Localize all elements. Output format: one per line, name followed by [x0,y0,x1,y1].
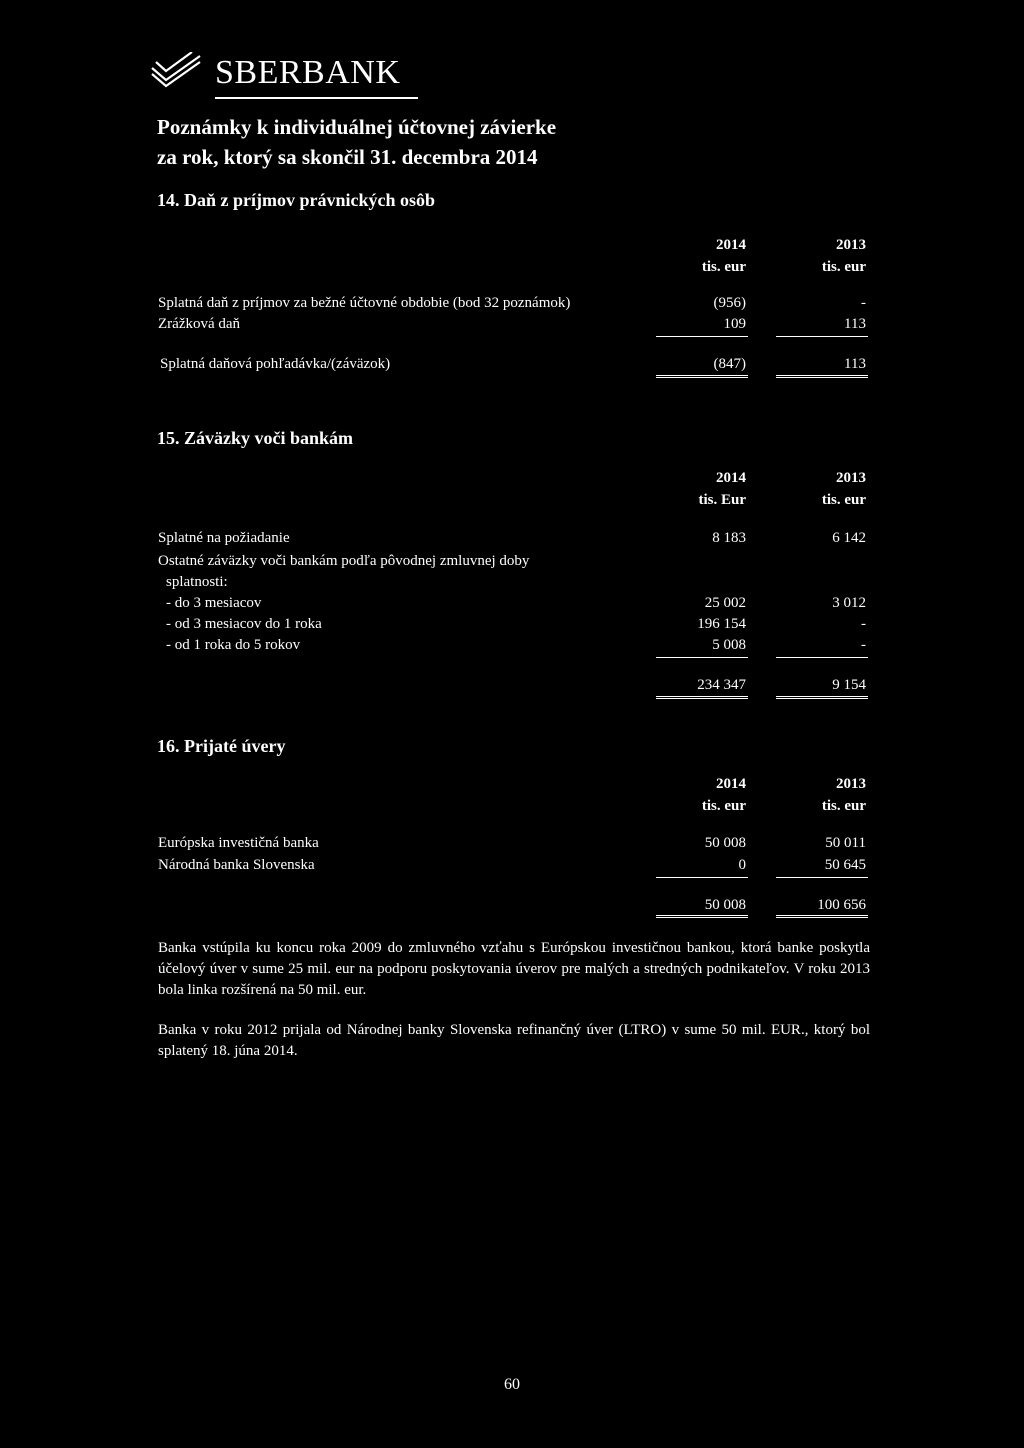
unit-label: tis. eur [821,259,866,275]
s15-row-label: - od 1 roka do 5 rokov [166,637,301,653]
unit-label: tis. eur [821,492,866,508]
s15-row-value-2013: 3 012 [832,595,866,611]
brand-name: SBERBANK [215,54,401,91]
s15-total-2013: 9 154 [832,677,866,693]
section-16-title: 16. Prijaté úvery [157,736,286,756]
sberbank-logo-icon [148,52,208,92]
s14-row-value-2013: - [861,295,866,311]
year-label: 2013 [836,776,866,792]
brand-underline [215,97,418,99]
s14-row-label: Zrážková daň [158,316,241,332]
subtotal-rule [776,657,868,658]
s14-total-label: Splatná daňová pohľadávka/(záväzok) [160,356,391,372]
unit-label: tis. Eur [698,492,746,508]
subtotal-rule [776,336,868,337]
paragraph: Banka vstúpila ku koncu roka 2009 do zmluvného vzťahu s Európskou investičnou bankou, ktorá banke poskytla účelový úver v sume 25 mil. eur na podporu poskytovania úverov pre malých a stredných podnikateľov. V roku 2013 bola linka rozšírená na 50 mil. eur. [158,940,870,998]
section-15-title: 15. Záväzky voči bankám [157,428,354,448]
s16-col-2013 [766,773,866,817]
header-line-1: Poznámky k individuálnej účtovnej závierke [157,115,557,139]
year-label: 2014 [716,237,746,253]
s16-col-2014 [646,773,746,817]
s15-row-value-2013: - [861,637,866,653]
total-double-rule [656,375,748,378]
s14-total-2013: 113 [844,356,866,372]
unit-label: tis. eur [701,798,746,814]
s16-row-label: Národná banka Slovenska [158,857,315,873]
s14-col-2014 [646,234,746,278]
s16-row-value-2013: 50 011 [825,835,866,851]
year-label: 2013 [836,237,866,253]
s14-total-2014: (847) [713,356,746,372]
s14-row-value-2014: 109 [723,316,746,332]
s15-row-value-2014: 196 154 [697,616,746,632]
s14-row-label: Splatná daň z príjmov za bežné účtovné obdobie (bod 32 poznámok) [158,295,571,311]
s15-col-2013 [766,467,866,511]
s16-row-label: Európska investičná banka [158,835,319,851]
s15-row-value-2014: 8 183 [712,530,746,546]
s15-row-value-2013: - [861,616,866,632]
section-14-title: 14. Daň z príjmov právnických osôb [157,190,436,210]
document-header [157,112,556,172]
s15-col-2014 [646,467,746,511]
total-double-rule [656,696,748,699]
subtotal-rule [656,336,748,337]
s15-row-value-2014: 5 008 [712,637,746,653]
s16-row-value-2013: 50 645 [824,857,866,873]
s16-total-2013: 100 656 [817,897,866,913]
subtotal-rule [776,877,868,878]
s15-row-label: - do 3 mesiacov [166,595,262,611]
total-double-rule [656,915,748,918]
unit-label: tis. eur [821,798,866,814]
s16-row-value-2014: 50 008 [704,835,746,851]
s15-total-2014: 234 347 [697,677,746,693]
s16-total-2014: 50 008 [704,897,746,913]
s15-row-value-2014: 25 002 [704,595,746,611]
s15-row-value-2013: 6 142 [832,530,866,546]
s15-row-label: Splatné na požiadanie [158,530,290,546]
s15-row-label: Ostatné záväzky voči bankám podľa pôvodnej zmluvnej doby [158,553,530,569]
header-line-2: za rok, ktorý sa skončil 31. decembra 2014 [157,145,538,169]
paragraph: Banka v roku 2012 prijala od Národnej banky Slovenska refinančný úver (LTRO) v sume 50 mil. EUR., ktorý bol splatený 18. júna 2014. [158,1022,870,1059]
year-label: 2014 [716,470,746,486]
s14-row-value-2014: (956) [713,295,746,311]
total-double-rule [776,696,868,699]
subtotal-rule [656,877,748,878]
subtotal-rule [656,657,748,658]
page-number: 60 [504,1376,520,1393]
year-label: 2014 [716,776,746,792]
s16-row-value-2014: 0 [738,857,746,873]
s14-col-2013 [766,234,866,278]
s15-row-label: - od 3 mesiacov do 1 roka [166,616,322,632]
s14-row-value-2013: 113 [844,316,866,332]
unit-label: tis. eur [701,259,746,275]
s15-row-label: splatnosti: [166,574,228,590]
year-label: 2013 [836,470,866,486]
total-double-rule [776,375,868,378]
total-double-rule [776,915,868,918]
